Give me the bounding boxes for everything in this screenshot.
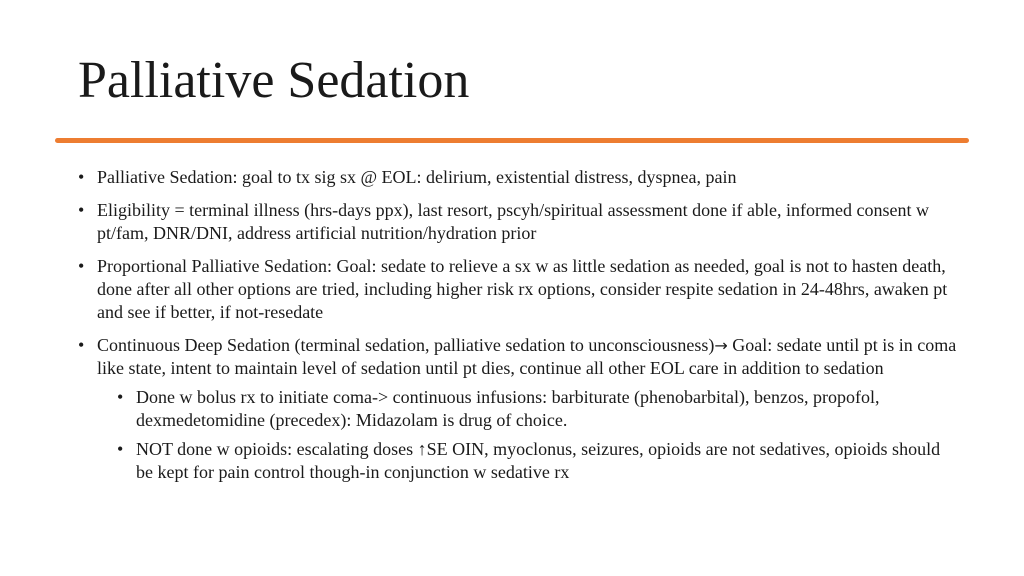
bullet-marker: • <box>78 167 85 187</box>
bullet-list <box>78 166 958 484</box>
right-arrow-icon: → <box>714 336 728 355</box>
bullet-marker: • <box>78 256 85 276</box>
bullet-item-palliative-sedation <box>78 166 958 189</box>
bullet-text-rest: Goal: sedate until pt is in coma like state, intent to maintain level of sedation until pt dies, continue all other EOL care in addition to sedation <box>97 335 957 378</box>
bullet-item-proportional-sedation <box>78 255 958 324</box>
bullet-text-lead: Continuous Deep Sedation (terminal sedation, palliative sedation to unconsciousness) <box>97 335 715 355</box>
bullet-text: Palliative Sedation: goal to tx sig sx @ EOL: delirium, existential distress, dyspnea, pain <box>97 167 737 187</box>
bullet-marker: • <box>78 200 85 220</box>
sub-bullet-item-bolus <box>117 386 958 432</box>
bullet-text: Proportional Palliative Sedation: Goal: sedate to relieve a sx w as little sedation as needed, goal is not to hasten death, done after all other options are tried, including higher risk rx options, consider respite sedation in 24-48hrs, awaken pt and see if better, if not-resedate <box>97 256 948 322</box>
sub-bullet-text: NOT done w opioids: escalating doses ↑SE OIN, myoclonus, seizures, opioids are not sedatives, opioids should be kept for pain control though-in conjunction w sedative rx <box>136 439 941 482</box>
bullet-item-continuous-deep-sedation <box>78 334 958 484</box>
bullet-item-eligibility <box>78 199 958 245</box>
title-divider <box>55 138 969 143</box>
bullet-marker: • <box>78 335 85 355</box>
sub-bullet-item-opioids <box>117 438 958 484</box>
bullet-text: Eligibility = terminal illness (hrs-days ppx), last resort, pscyh/spiritual assessment done if able, informed consent w pt/fam, DNR/DNI, address artificial nutrition/hydration prior <box>97 200 929 243</box>
slide-title: Palliative Sedation <box>78 52 470 109</box>
sub-bullet-marker: • <box>117 439 124 459</box>
sub-bullet-marker: • <box>117 387 124 407</box>
sub-bullet-list <box>97 386 958 484</box>
sub-bullet-text: Done w bolus rx to initiate coma-> continuous infusions: barbiturate (phenobarbital), benzos, propofol, dexmedetomidine (precedex): Midazolam is drug of choice. <box>136 387 880 430</box>
